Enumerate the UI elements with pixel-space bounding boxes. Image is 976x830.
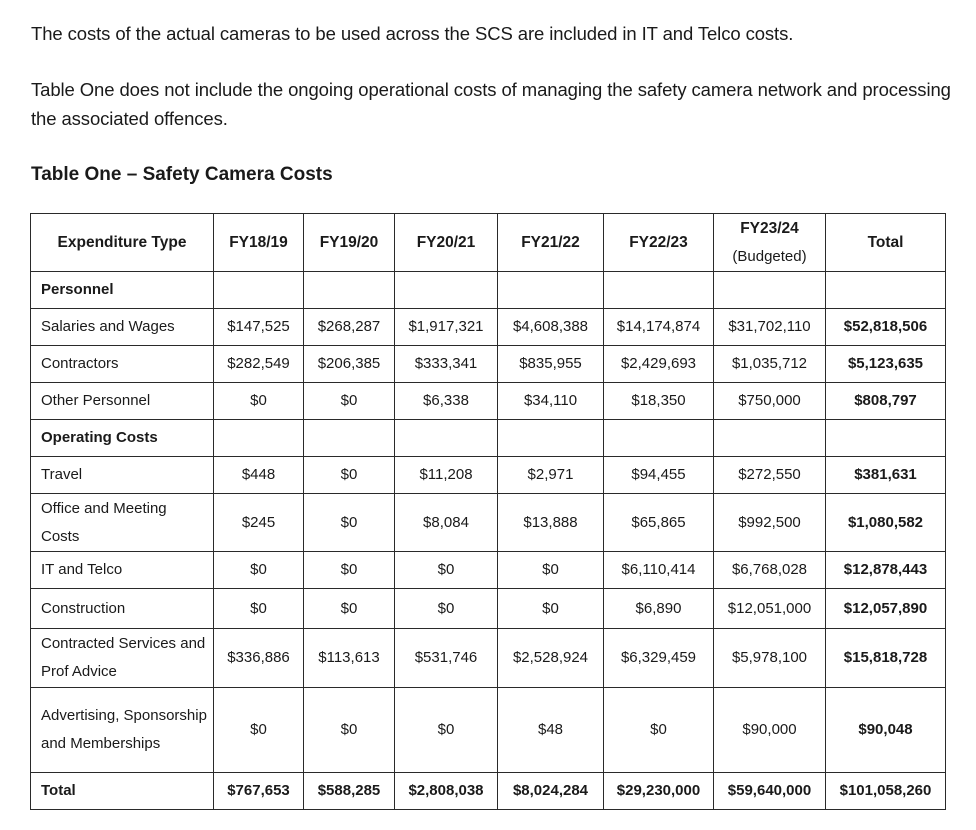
section-label: Operating Costs [31,420,214,457]
cell-value: $14,174,874 [604,309,714,346]
section-row-operating [31,420,946,457]
row-label: Salaries and Wages [31,309,214,346]
row-label: Contracted Services and Prof Advice [31,629,214,688]
row-label: Advertising, Sponsorship and Memberships [31,688,214,773]
cell-value: $0 [395,688,498,773]
header-fy1920: FY19/20 [304,214,395,272]
cell-value: $8,024,284 [498,773,604,810]
table-row [31,589,946,629]
cell-value: $113,613 [304,629,395,688]
cell-value: $6,338 [395,383,498,420]
cell-value: $4,608,388 [498,309,604,346]
cell-value: $0 [304,457,395,494]
cell-value: $448 [214,457,304,494]
cell-value: $90,000 [714,688,826,773]
cell-value: $245 [214,494,304,552]
cell-value: $0 [214,552,304,589]
cell-value: $531,746 [395,629,498,688]
cell-value: $835,955 [498,346,604,383]
cell-value: $767,653 [214,773,304,810]
cell-total: $1,080,582 [826,494,946,552]
cell-value: $1,917,321 [395,309,498,346]
cell-value: $268,287 [304,309,395,346]
cell-total: $12,878,443 [826,552,946,589]
table-row [31,309,946,346]
row-label: Construction [31,589,214,629]
cell-value: $2,528,924 [498,629,604,688]
row-label: Total [31,773,214,810]
table-row [31,383,946,420]
cell-value: $1,035,712 [714,346,826,383]
cell-value: $992,500 [714,494,826,552]
header-fy2324-label: FY23/24 [740,219,799,237]
cell-value: $0 [498,589,604,629]
row-label: Office and Meeting Costs [31,494,214,552]
cell-value: $0 [395,552,498,589]
cell-value: $65,865 [604,494,714,552]
cell-value: $8,084 [395,494,498,552]
header-fy1819: FY18/19 [214,214,304,272]
row-label: Travel [31,457,214,494]
cell-value: $6,768,028 [714,552,826,589]
cell-value: $13,888 [498,494,604,552]
header-fy2122: FY21/22 [498,214,604,272]
cell-value: $6,329,459 [604,629,714,688]
cell-value: $18,350 [604,383,714,420]
cell-total: $52,818,506 [826,309,946,346]
header-expenditure-type: Expenditure Type [31,214,214,272]
cell-total: $808,797 [826,383,946,420]
cell-value: $0 [395,589,498,629]
header-total: Total [826,214,946,272]
cell-value: $2,808,038 [395,773,498,810]
intro-paragraph: The costs of the actual cameras to be used across the SCS are included in IT and Telco costs. [31,23,794,44]
cell-value: $0 [304,589,395,629]
table-title: Table One – Safety Camera Costs [31,164,333,185]
total-row [31,773,946,810]
cell-value: $6,890 [604,589,714,629]
cell-value: $0 [214,688,304,773]
cell-value: $34,110 [498,383,604,420]
safety-camera-costs-table [30,213,946,810]
cell-value: $0 [498,552,604,589]
cell-value: $59,640,000 [714,773,826,810]
cell-value: $2,429,693 [604,346,714,383]
cell-value: $48 [498,688,604,773]
row-label: Other Personnel [31,383,214,420]
exclusion-paragraph: Table One does not include the ongoing operational costs of managing the safety camera network and processing the associated offences. [31,79,951,129]
header-fy2021: FY20/21 [395,214,498,272]
cell-value: $6,110,414 [604,552,714,589]
cell-value: $0 [304,552,395,589]
cell-value: $588,285 [304,773,395,810]
table-row [31,494,946,552]
header-fy2324 [714,214,826,272]
cell-value: $750,000 [714,383,826,420]
cell-value: $0 [304,383,395,420]
cell-value: $0 [304,494,395,552]
cell-value: $272,550 [714,457,826,494]
cell-value: $282,549 [214,346,304,383]
cell-value: $0 [214,383,304,420]
table-row [31,346,946,383]
cell-value: $0 [604,688,714,773]
cell-value: $94,455 [604,457,714,494]
cell-value: $29,230,000 [604,773,714,810]
cell-total: $15,818,728 [826,629,946,688]
cell-total: $12,057,890 [826,589,946,629]
cell-value: $206,385 [304,346,395,383]
cell-grand-total: $101,058,260 [826,773,946,810]
table-row [31,457,946,494]
header-row [31,214,946,272]
cell-value: $0 [214,589,304,629]
cell-value: $333,341 [395,346,498,383]
cell-value: $147,525 [214,309,304,346]
cell-total: $90,048 [826,688,946,773]
cell-value: $11,208 [395,457,498,494]
cell-value: $31,702,110 [714,309,826,346]
row-label: IT and Telco [31,552,214,589]
table-row [31,552,946,589]
table-row [31,688,946,773]
cell-value: $5,978,100 [714,629,826,688]
header-fy2223: FY22/23 [604,214,714,272]
cell-total: $381,631 [826,457,946,494]
cell-total: $5,123,635 [826,346,946,383]
section-label: Personnel [31,272,214,309]
cell-value: $12,051,000 [714,589,826,629]
cell-value: $0 [304,688,395,773]
section-row-personnel [31,272,946,309]
row-label: Contractors [31,346,214,383]
header-fy2324-note: (Budgeted) [732,247,807,265]
cell-value: $2,971 [498,457,604,494]
table-row [31,629,946,688]
cell-value: $336,886 [214,629,304,688]
